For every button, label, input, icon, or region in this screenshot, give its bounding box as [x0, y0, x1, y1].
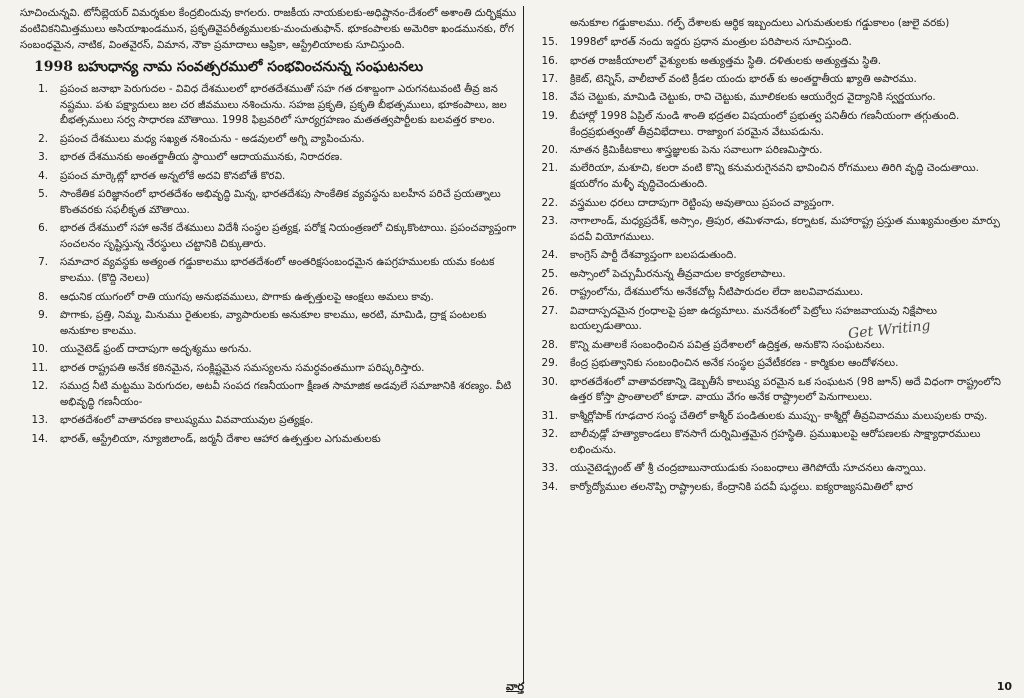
list-item: 12. సముద్ర నీటి మట్టము పెరుగుదల, అటవీ సంపద గణనీయంగా క్షీణత సామాజిక అడవులే సమాజానికి శరణ్యం. వీటి అభివృద్ధి గణనీయం- — [31, 380, 512, 408]
list-item: 27. వివాదాస్పదమైన గ్రంధాలపై ప్రజా ఉద్యమాలు. మనదేశంలో పెట్రోలు సహజవాయువు నిక్షేపాలు బయల్పడుతాయి. — [541, 304, 937, 333]
newspaper-name: వార్త — [506, 680, 525, 693]
list-item: 33. యునైటెడ్ఫ్రంట్ తో శ్రీ చంద్రబాబునాయుడుకు సంబంధాలు తెగిపోయే సూచనలు ఉన్నాయి. — [541, 462, 927, 475]
list-item: 4. ప్రపంచ మార్కెట్లో భారత అన్నలోకే అదవి కొనబోతే కొరవి. — [38, 169, 286, 182]
continuation-text: అనుకూల గడ్డుకాలము. గల్ఫ్ దేశాలకు ఆర్థిక ఇబ్బందులు ఎగుమతులకు గడ్డుకాలం (జులై వరకు) — [570, 17, 950, 30]
list-item: 13. భారతదేశంలో వాతావరణ కాలుష్యము వివవాయువుల ప్రత్యక్షం. — [31, 414, 314, 427]
list-item: 18. వేప చెట్టుకు, మామిడి చెట్టుకు, రావి చెట్టుకు, మూలికలకు ఆయుర్వేద వైద్యానికి స్వర్ణయుగం. — [541, 91, 936, 104]
list-item: 2. ప్రపంచ దేశములు మధ్య సఖ్యత నశించును - అడవులలో అగ్ని వ్యాపించును. — [38, 132, 365, 145]
list-item: 24. కాంగ్రెస్ పార్టీ దేశవ్యాప్తంగా బలపడుతుంది. — [541, 249, 737, 262]
list-item: 26. రాష్ట్రంలోను, దేశములోను అనేకచోట్ల నీటిపారుదల లేదా జలవివాదములు. — [541, 286, 864, 299]
list-item: 16. భారత రాజకీయాలలో వైశ్యులకు అత్యుత్తమ స్థితి. దళితులకు అత్యుత్తమ స్థితి. — [541, 54, 882, 67]
list-item: 17. క్రికెట్, టెన్నిస్, వాలీబాల్ వంటి క్రీడల యందు భారత్ కు అంతర్జాతీయ ఖ్యాతి అపారము. — [541, 73, 917, 86]
list-item: 23. నాగాలాండ్, మధ్యప్రదేశ్, అస్సాం, త్రిపుర, తమిళనాడు, కర్నాటక, మహారాష్ట్ర ప్రస్తుత ముఖ్యమంత్రుల మార్పు పదవీ వియోగములు. — [541, 215, 1000, 243]
list-item: 11. భారత రాష్ట్రపతి అనేక కఠినమైన, సంక్లిష్టమైన సమస్యలను సమర్ధవంతముగా పరిష్కరిస్తారు. — [31, 361, 425, 374]
list-item: 31. కాశ్మీర్లోపాక్ గూఢచార సంస్థ చేతిలో కాశ్మీర్ పండితులకు ముప్పు- కాశ్మీర్లో తీవ్రవివాదము మలుపులకు రావు. — [541, 409, 988, 422]
predictions-list-left — [20, 82, 520, 448]
list-item: 8. ఆధునిక యుగంలో రాతి యుగపు అనుభవములు, పొగాకు ఉత్పత్తులపై ఆంక్షలు అమలు కావు. — [38, 290, 434, 303]
intro-paragraph: సూచించున్నవి. టోనీబ్లెయర్ విమర్శకుల కేంద్రబిందువు కాగలరు. రాజకీయ నాయకులకు-అధిష్టానం-దేశంలో అశాంతి దుర్భిక్షము వంటివికనిమిత్తములు అసియాఖండమున, ప్రకృతివైపరీత్యములకు-మంచుతుఫాన్. భూకంపాలకు అమెరికా ఖండమునకు, రోగ సంబంధమైన, నాటిక, వింతవైరస్, విమాన, నౌకా ప్రమాదాలు ఆఫ్రికా, ఆస్ట్రేలియాలకు సూచిస్తుంది. — [20, 7, 517, 51]
list-item: 22. వస్త్రముల ధరలు దాదాపుగా రెట్టింపు అవుతాయి ప్రపంచ వ్యాప్తంగా. — [541, 196, 835, 209]
list-item: 14. భారత్, ఆస్ట్రేలియా, న్యూజిలాండ్, జర్మనీ దేశాల ఆహార ఉత్పత్తుల ఎగుమతులకు — [31, 432, 381, 445]
list-item: 10. యునైటెడ్ ఫ్రంట్ దాదాపుగా అదృశ్యము అగును. — [31, 343, 252, 356]
list-item: 21. మలేరియా, మశూచి, కలరా వంటి కొన్ని కనుమరుగైనవని భావించిన రోగములు తిరిగి వృద్ధి చెందుతాయి. క్షయరోగం మళ్ళీ వృద్ధిచెందుతుంది. — [541, 162, 979, 191]
list-item: 5. సాంకేతిక పరిజ్ఞానంలో భారతదేశం అభివృద్ధి మిన్న, భారతదేశపు సాంకేతిక వ్యవస్థను బలహీన పరిచే ప్రయత్నాలు కొంతవరకు సఫలీకృత మౌతాయి. — [38, 187, 501, 216]
handwritten-note: Get Writing — [847, 317, 932, 343]
list-item: 34. కార్యోద్యోముల తలనొప్పి రాష్ట్రాలకు, కేంద్రానికి పదవీ షుద్ధలు. ఐక్యరాజ్యసమితిలో భార — [541, 480, 913, 493]
page-number: 10 — [996, 680, 1012, 693]
list-item: 28. కొన్ని మతాలకే సంబంధించిన పవిత్ర ప్రదేశాలలో ఉద్రిక్తత, అనుకొని సంఘటనలు. — [541, 338, 885, 351]
list-item: 25. అస్సాంలో పెచ్చుమీరనున్న తీవ్రవాదుల కార్యకలాపాలు. — [541, 267, 786, 280]
right-column — [530, 6, 1008, 498]
left-column — [20, 6, 520, 450]
list-item: 29. కేంద్ర ప్రభుత్వానికు సంబంధించిన అనేక సంస్థల ప్రవేటీకరణ - కార్మికుల ఆందోళనలు. — [541, 357, 899, 370]
list-item: 30. భారతదేశంలో వాతావరణాన్ని డెబ్బతీసే కాలుష్య పరమైన ఒక సంఘటన (98 జూన్) అదే విధంగా రాష్ట్రంలోని ఉత్తర కోస్తా ప్రాంతాలలో కూడా. వాయు వేగం అనేక రాష్ట్రాలలో పెనుగాలులు. — [541, 375, 1001, 404]
list-item: 9. పొగాకు, ప్రత్తి, నిమ్మ, మినుము రైతులకు, వ్యాపారులకు అనుకూల కాలము, అరటి, మామిడి, ద్రాక్ష పంటలకు అనుకూల కాలము. — [38, 309, 487, 337]
section-heading: 1998 బహుధాన్య నామ సంవత్సరములో సంభవించనున్న సంఘటనలు — [34, 59, 424, 76]
list-item: 32. బాలీవుడ్లో హత్యాకాండలు కొనసాగే దుర్నిమిత్తమైన గ్రహస్థితి. ప్రముఖులపై ఆరోపణలకు సాక్ష్యాధారములు లభించును. — [541, 428, 981, 456]
predictions-list-right — [530, 35, 1008, 495]
list-item: 15. 1998లో భారత్ నందు ఇద్దరు ప్రధాన మంత్రుల పరిపాలన సూచిస్తుంది. — [541, 36, 852, 49]
list-item: 1. ప్రపంచ జనాభా పెరుగుదల - వివిధ దేశములలో భారతదేశముతో సహ గత దశాబ్దంగా ఎరుగనటువంటి తీవ్ర జన నష్టము. పశు పక్ష్యాదులు జల చర జీవములు నశించును. సహజ ప్రకృతి, ప్రకృతి బీభత్సములు, భూకంపాలు, జల బీభత్సములు సర్వ సాధారణ మౌతాయి. 1998 ఫిబ్రవరిలో సూర్యగ్రహణం మతతత్వపార్టీలకు బలవత్తర కాలం. — [38, 82, 507, 127]
list-item: 20. నూతన క్రిమికీటకాలు శాస్త్రజ్ఞులకు పెను సవాలుగా పరిణమిస్తారు. — [541, 144, 823, 157]
list-item: 3. భారత దేశమునకు అంతర్జాతీయ స్థాయిలో ఆదాయమునకు, నిరాదరణ. — [38, 151, 343, 164]
list-item: 19. బీహార్లో 1998 ఏప్రిల్ నుండి శాంతి భద్రతల విషయంలో ప్రభుత్వ పనితీరు గణనీయంగా తగ్గుతుంది. కేంద్రప్రభుత్వంతో తీవ్రవిభేదాలు. రాజ్యాంగ పరమైన వేటుపడును. — [541, 109, 960, 138]
list-item: 7. సమాచార వ్యవస్థకు అత్యంత గడ్డుకాలము భారతదేశంలో అంతరిక్షసంబంధమైన ఉపగ్రహములకు యమ కంటక కాలము. (కొద్ది నెలలు) — [38, 256, 495, 285]
list-item: 6. భారత దేశములో సహా అనేక దేశములు విదేశీ సంస్థల ప్రత్యక్ష, పరోక్ష నియంత్రణలో చిక్కుకొంటాయి. ప్రపంచవ్యాప్తంగా సంచలనం సృష్టిస్తున్న నేరస్థులు చట్టానికి చిక్కుతారు. — [38, 222, 517, 250]
column-divider — [523, 6, 524, 684]
